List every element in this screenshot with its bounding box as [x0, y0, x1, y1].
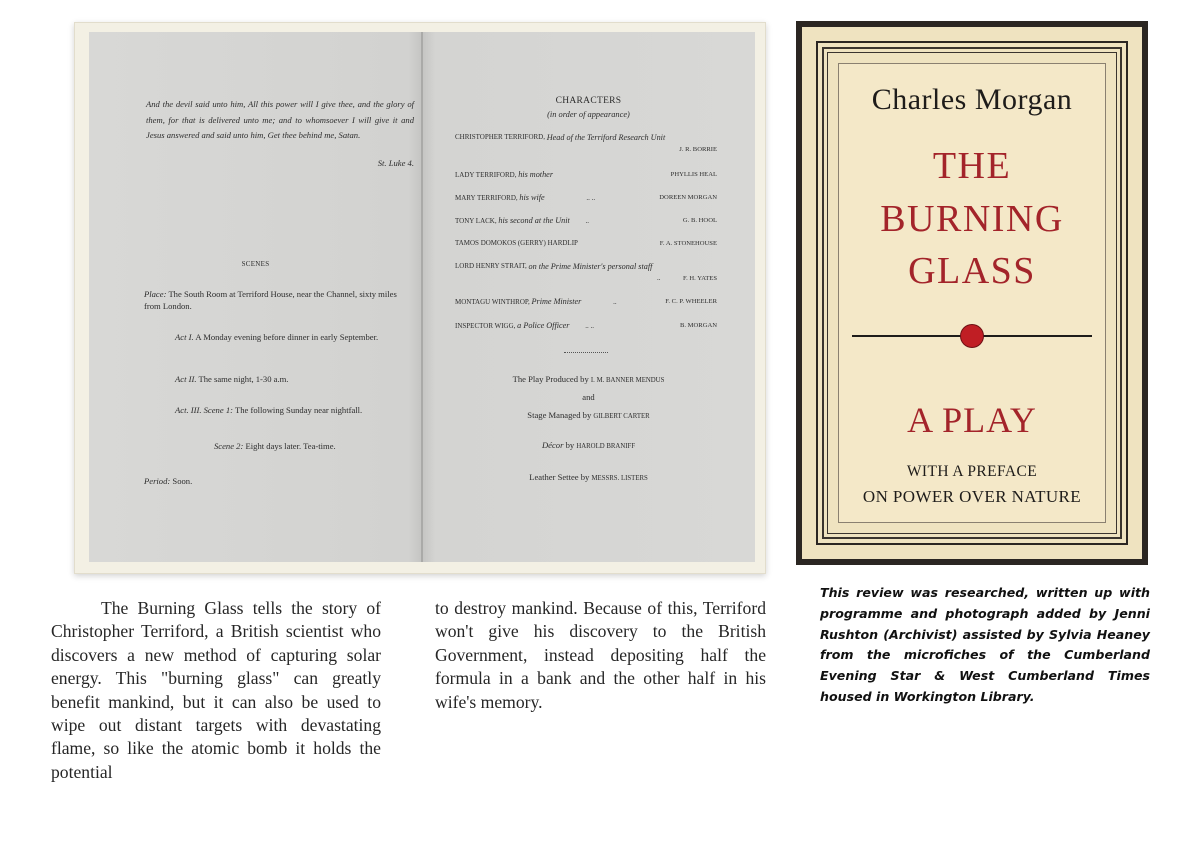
decor-label: Décor — [541, 440, 564, 450]
character-row — [455, 261, 717, 282]
character-actor: F. A. STONEHOUSE — [659, 240, 717, 247]
character-role: LADY TERRIFORD, — [455, 171, 517, 179]
producer-label: The Play Produced by — [512, 374, 589, 384]
act-text: A Monday evening before dinner in early September. — [195, 332, 379, 342]
leader-dots: .. .. — [586, 194, 596, 202]
character-row — [455, 238, 717, 249]
character-row — [455, 296, 717, 308]
stage-manager-name: GILBERT CARTER — [593, 413, 650, 420]
character-actor: F. H. YATES — [682, 275, 717, 282]
period-item — [144, 476, 192, 486]
character-role: MONTAGU WINTHROP, — [455, 298, 530, 306]
dotted-divider — [564, 352, 608, 353]
leader-dots: .. .. — [585, 322, 594, 330]
character-actor: PHYLLIS HEAL — [670, 171, 717, 178]
characters-subheading: (in order of appearance) — [547, 110, 630, 119]
character-description: on the Prime Minister's personal staff — [528, 262, 653, 271]
leader-dots: .. — [613, 298, 617, 306]
character-role: INSPECTOR WIGG, — [455, 322, 516, 330]
article-column-1: The Burning Glass tells the story of Christopher Terriford, a British scientist who discovers a new method of capturing solar energy. This "burning glass" can greatly benefit mankind, but it can also be used to wipe out distant targets with devastating flame, so like the atomic bomb it holds the potential — [51, 598, 381, 782]
scene2-text: Eight days later. Tea-time. — [245, 441, 336, 451]
character-description: his mother — [518, 170, 553, 179]
book-cover — [796, 21, 1148, 565]
act-item — [175, 404, 417, 416]
place-label: Place: — [144, 289, 167, 299]
scenes-heading: SCENES — [241, 260, 270, 268]
cover-title-line: GLASS — [908, 250, 1036, 292]
character-description: his wife — [519, 193, 545, 202]
scene2-label: Scene 2: — [214, 441, 244, 451]
act-item — [175, 373, 417, 385]
act-label: Act II. — [175, 374, 197, 384]
act-text: The same night, 1-30 a.m. — [198, 374, 289, 384]
character-description: his second at the Unit — [498, 216, 570, 225]
settee-label: Leather Settee by — [529, 472, 590, 482]
research-credit: This review was researched, written up with programme and photograph added by Jenni Rushton (Archivist) assisted by Sylvia Heaney from the microfiches of the Cumberland Evening Star & West Cumberland Times housed in Workington Library. — [820, 585, 1150, 704]
character-actor: DOREEN MORGAN — [659, 194, 717, 201]
cover-red-dot — [961, 325, 983, 347]
period-label: Period: — [144, 476, 171, 486]
character-role: LORD HENRY STRAIT, — [455, 262, 527, 270]
character-row — [455, 215, 717, 227]
cover-paper — [802, 27, 1142, 559]
character-row — [455, 169, 717, 181]
leader-dots: .. — [657, 274, 661, 282]
article-column-2: to destroy mankind. Because of this, Terriford won't give his discovery to the British Government, instead depositing half the formula in a bank and the other half in his wife's memory. — [435, 598, 766, 712]
place-text: The South Room at Terriford House, near the Channel, sixty miles from London. — [144, 289, 397, 311]
act-label: Act I. — [175, 332, 194, 342]
settee-name: MESSRS. LISTERS — [591, 475, 648, 482]
act-item — [175, 331, 417, 343]
character-row — [455, 132, 717, 153]
character-role: MARY TERRIFORD, — [455, 194, 518, 202]
character-role: TONY LACK, — [455, 217, 497, 225]
character-description: Head of the Terriford Research Unit — [546, 133, 666, 142]
cover-preface-line: WITH A PREFACE — [906, 463, 1038, 480]
cover-title-line: BURNING — [880, 198, 1064, 240]
decor-credit — [422, 440, 755, 450]
act-label: Act. III. Scene 1: — [175, 405, 233, 415]
cover-preface-line: ON POWER OVER NATURE — [862, 487, 1082, 506]
stage-manager-credit — [422, 410, 755, 420]
cover-subtitle: A PLAY — [907, 400, 1037, 440]
programme-sheet — [89, 32, 755, 562]
character-actor: J. R. BORRIE — [679, 146, 717, 153]
cover-author: Charles Morgan — [871, 83, 1073, 116]
and-text: and — [582, 392, 595, 402]
act-text: The following Sunday near nightfall. — [234, 405, 363, 415]
character-role: CHRISTOPHER TERRIFORD, — [455, 133, 545, 141]
settee-credit — [422, 472, 755, 482]
producer-credit — [422, 374, 755, 384]
characters-heading: CHARACTERS — [555, 96, 622, 106]
stage-manager-label: Stage Managed by — [527, 410, 592, 420]
epigraph: And the devil said unto him, All this power will I give thee, and the glory of them, for that is delivered unto me; and to whomsoever I will give it and Jesus answered and said unto him, Get thee behind me, Satan. — [146, 99, 414, 140]
period-text: Soon. — [172, 476, 193, 486]
character-actor: G. B. HOOL — [682, 217, 717, 224]
character-description: a Police Officer — [517, 321, 570, 330]
cover-title-line: THE — [932, 145, 1012, 187]
decor-by: by — [565, 440, 575, 450]
character-description: Prime Minister — [531, 297, 582, 306]
scene-place — [144, 288, 414, 312]
character-actor: F. C. P. WHEELER — [665, 298, 717, 305]
cover-panel — [838, 63, 1106, 523]
leader-dots: .. — [585, 217, 590, 225]
epigraph-source: St. Luke 4. — [377, 158, 414, 168]
scene2-item — [214, 441, 336, 451]
character-actor: B. MORGAN — [679, 322, 717, 329]
character-role: TAMOS DOMOKOS (GERRY) HARDLIP — [455, 239, 578, 247]
character-row — [455, 192, 717, 204]
decor-name: HAROLD BRANIFF — [576, 443, 636, 450]
character-row — [455, 320, 717, 332]
producer-name: I. M. BANNER MENDUS — [590, 377, 665, 384]
programme-photo — [74, 22, 766, 574]
